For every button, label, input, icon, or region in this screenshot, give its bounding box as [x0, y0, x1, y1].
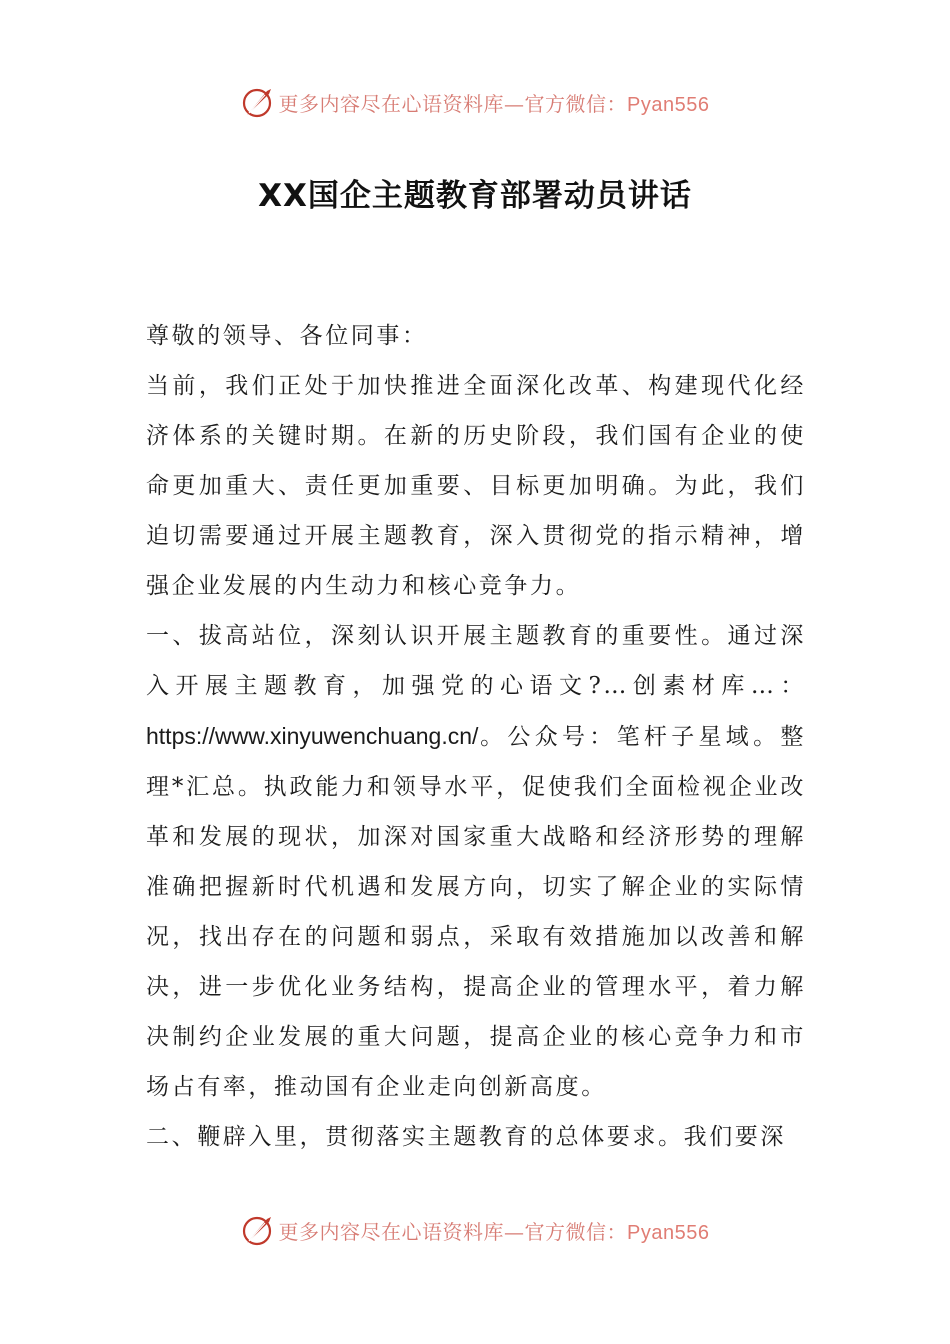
document-title: XX国企主题教育部署动员讲话 — [258, 178, 692, 214]
watermark-text: 更多内容尽在心语资料库—官方微信：Pyan556 — [278, 1219, 710, 1244]
paragraph-intro: 当前，我们正处于加快推进全面深化改革、构建现代化经济体系的关键时期。在新的历史阶段，我们国有企业的使命更加重大、责任更加重要、目标更加明确。为此，我们迫切需要通过开展主题教育，深入贯彻党的指示精神，增强企业发展的内生动力和核心竞争力。 — [146, 373, 806, 599]
quill-pen-logo-icon — [241, 1213, 275, 1247]
document-body — [146, 311, 806, 1162]
quill-pen-logo-icon — [241, 85, 275, 119]
salutation: 尊敬的领导、各位同事： — [146, 323, 428, 349]
section-1-heading-text: 一、拔高站位，深刻认识开展主题教育的重要性。通过深入开展主题教育，加强党的心语文?…创素材库…： — [146, 623, 806, 699]
paragraph-section-1 — [146, 611, 806, 1112]
source-url-link[interactable]: https://www.xinyuwenchuang.cn/ — [146, 723, 479, 749]
paragraph-section-2: 二、鞭辟入里，贯彻落实主题教育的总体要求。我们要深 — [146, 1124, 786, 1150]
footer-watermark — [0, 1208, 950, 1252]
wechat-id: Pyan556 — [627, 1221, 710, 1244]
wechat-id: Pyan556 — [627, 93, 710, 116]
header-watermark — [0, 80, 950, 124]
watermark-text: 更多内容尽在心语资料库—官方微信：Pyan556 — [278, 91, 710, 116]
section-1-body-text: 。公众号：笔杆子星域。整理*汇总。执政能力和领导水平，促使我们全面检视企业改革和发展的现状，加深对国家重大战略和经济形势的理解准确把握新时代机遇和发展方向，切实了解企业的实际情况，找出存在的问题和弱点，采取有效措施加以改善和解决，进一步优化业务结构，提高企业的管理水平，着力解决制约企业发展的重大问题，提高企业的核心竞争力和市场占有率，推动国有企业走向创新高度。 — [146, 724, 806, 1100]
